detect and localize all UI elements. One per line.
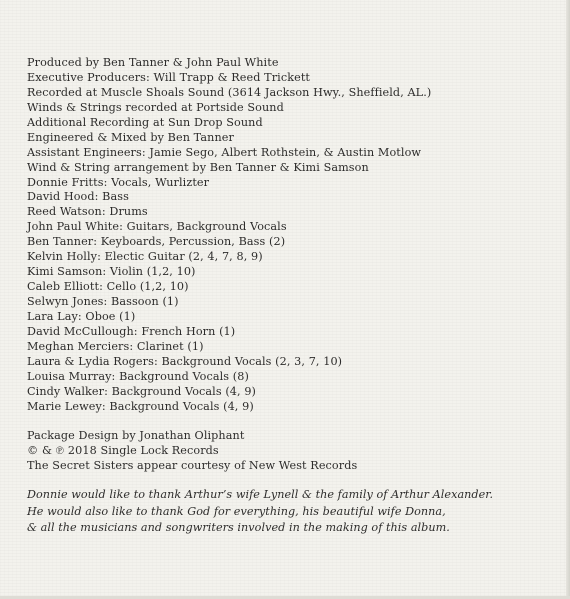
- credit-line: Produced by Ben Tanner & John Paul White: [27, 56, 279, 69]
- credit-line: Kimi Samson: Violin (1,2, 10): [27, 265, 196, 279]
- credit-line: Marie Lewey: Background Vocals (4, 9): [27, 399, 254, 413]
- credits-list: [27, 56, 562, 415]
- thanks-line: & all the musicians and songwriters involved in the making of this album.: [27, 521, 450, 534]
- credit-line: Selwyn Jones: Bassoon (1): [27, 295, 179, 308]
- credit-line: Recorded at Muscle Shoals Sound (3614 Jackson Hwy., Sheffield, AL.): [27, 85, 432, 99]
- thanks-line: He would also like to thank God for everything, his beautiful wife Donna,: [27, 504, 446, 518]
- credit-line: Kelvin Holly: Electic Guitar (2, 4, 7, 8, 9): [27, 250, 263, 264]
- thanks-paragraph: [27, 487, 567, 537]
- credit-line: Caleb Elliott: Cello (1,2, 10): [27, 280, 189, 294]
- package-credits: [27, 428, 562, 473]
- credit-line: David Hood: Bass: [27, 190, 129, 204]
- credit-line: Winds & Strings recorded at Portside Sound: [27, 100, 284, 114]
- courtesy-line: The Secret Sisters appear courtesy of New West Records: [27, 459, 358, 472]
- credit-line: Lara Lay: Oboe (1): [27, 309, 136, 323]
- credit-line: Additional Recording at Sun Drop Sound: [27, 115, 263, 129]
- credit-line: Ben Tanner: Keyboards, Percussion, Bass (2): [27, 235, 286, 249]
- credit-line: Assistant Engineers: Jamie Sego, Albert Rothstein, & Austin Motlow: [27, 145, 422, 159]
- credit-line: John Paul White: Guitars, Background Vocals: [27, 220, 287, 234]
- copyright-line: © & ℗ 2018 Single Lock Records: [27, 444, 219, 457]
- credit-line: Meghan Merciers: Clarinet (1): [27, 339, 204, 353]
- credit-line: Executive Producers: Will Trapp & Reed Trickett: [27, 70, 311, 84]
- credit-line: Engineered & Mixed by Ben Tanner: [27, 130, 234, 144]
- package-design-line: Package Design by Jonathan Oliphant: [27, 429, 245, 442]
- credit-line: Louisa Murray: Background Vocals (8): [27, 369, 249, 383]
- credit-line: David McCullough: French Horn (1): [27, 324, 236, 338]
- credit-line: Wind & String arrangement by Ben Tanner & Kimi Samson: [27, 160, 369, 174]
- credit-line: Cindy Walker: Background Vocals (4, 9): [27, 384, 257, 398]
- thanks-line: Donnie would like to thank Arthur’s wife Lynell & the family of Arthur Alexander.: [27, 488, 494, 501]
- credit-line: Laura & Lydia Rogers: Background Vocals (2, 3, 7, 10): [27, 354, 343, 368]
- credit-line: Donnie Fritts: Vocals, Wurlizter: [27, 175, 210, 189]
- credit-line: Reed Watson: Drums: [27, 205, 148, 219]
